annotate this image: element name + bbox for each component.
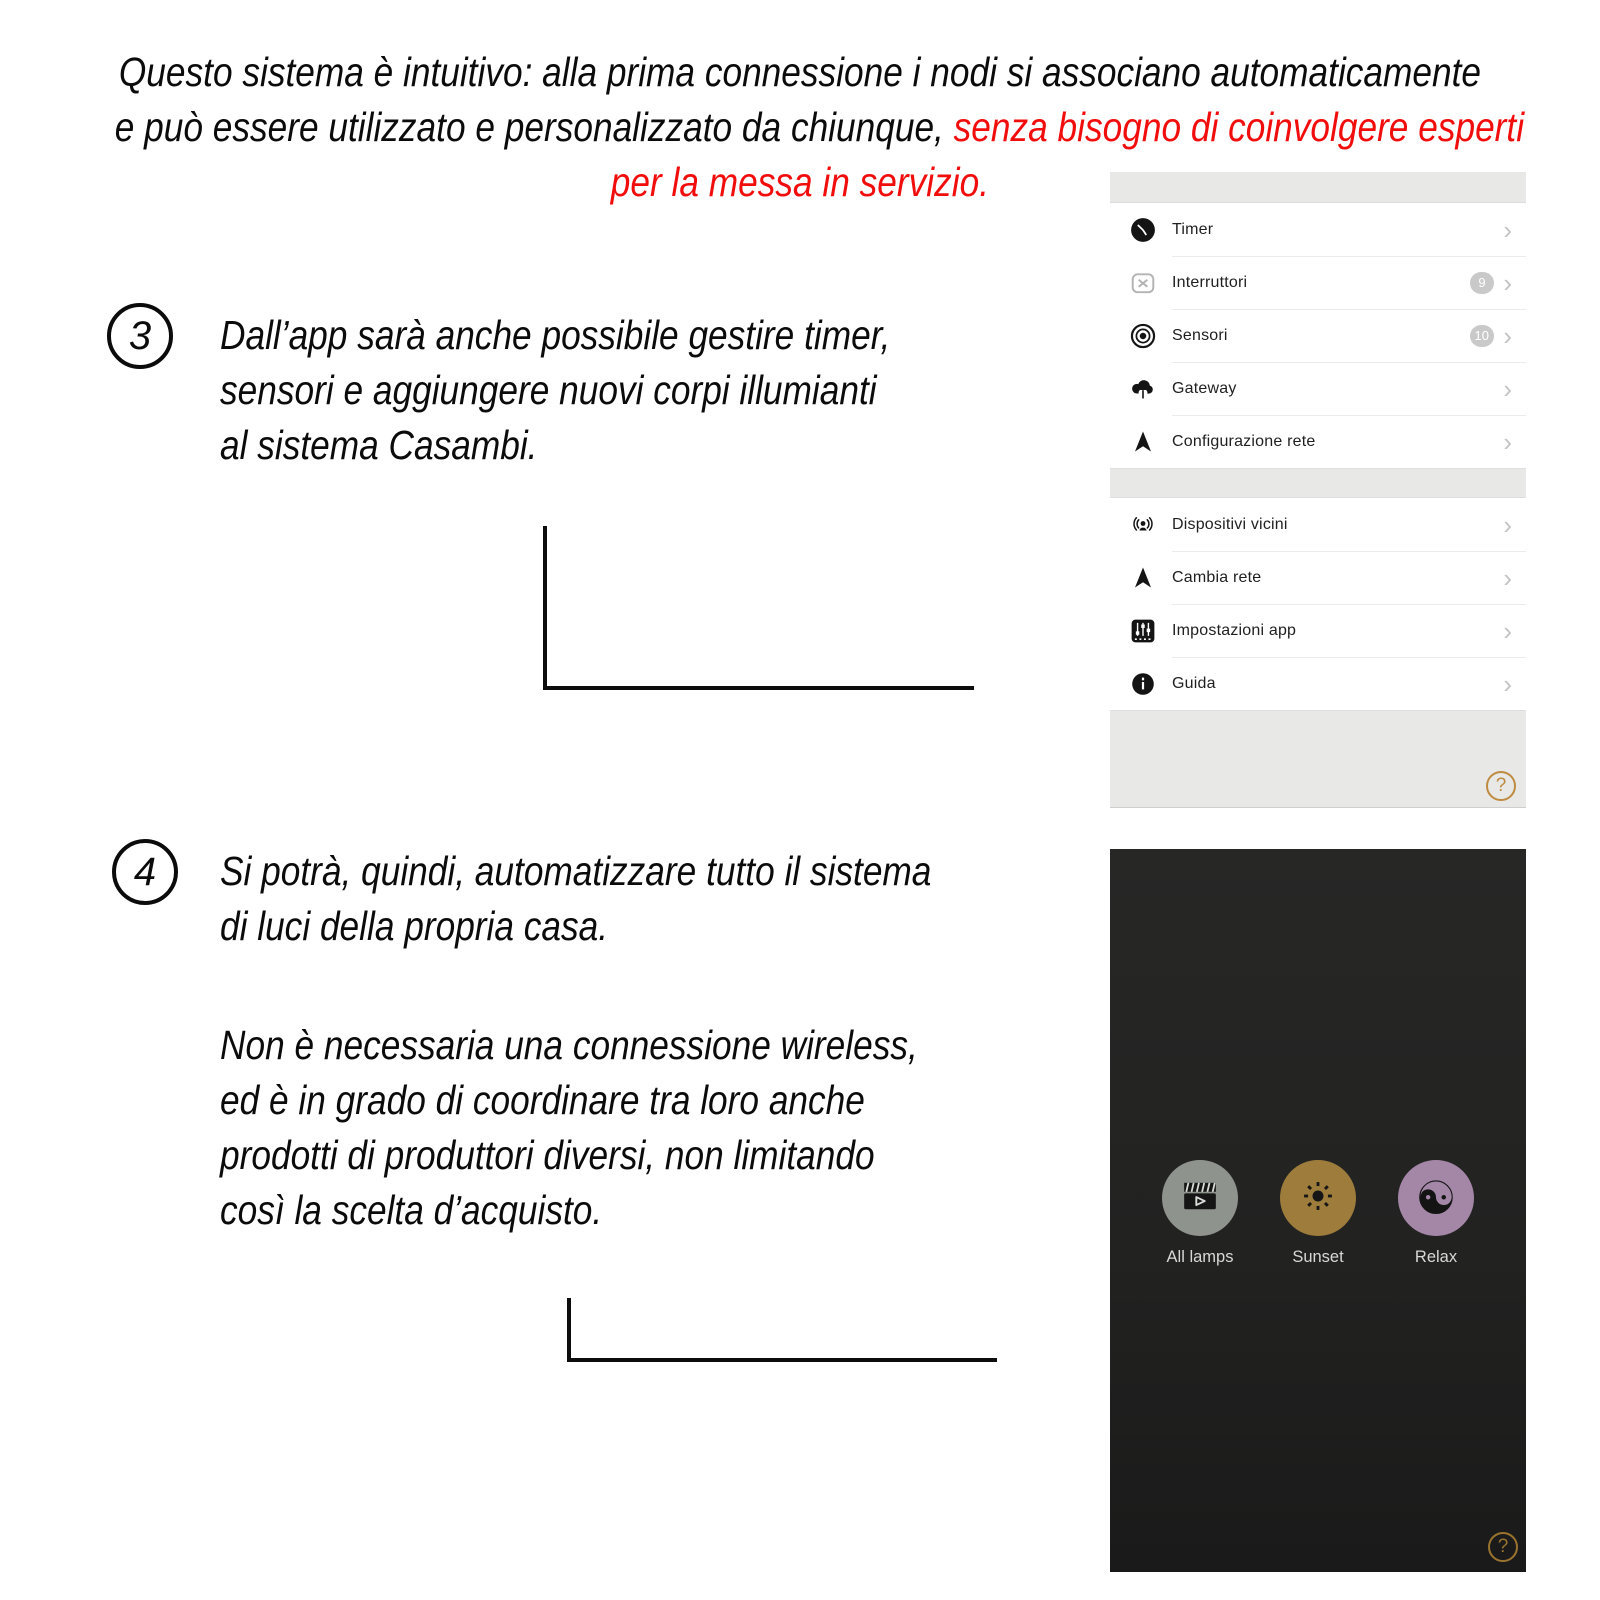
connector-line-4-vertical: [567, 1298, 571, 1362]
menu-footer: [1110, 710, 1526, 808]
menu-item-guida[interactable]: [1110, 657, 1526, 710]
switch-icon: [1130, 270, 1156, 296]
status-bar: [1110, 172, 1526, 203]
step-4-line: ed è in grado di coordinare tra loro anche: [220, 1077, 865, 1123]
step-3-number-badge: [107, 303, 173, 369]
step-4-line: Si potrà, quindi, automatizzare tutto il sistema: [220, 848, 932, 894]
yin-yang-icon: ☯: [1415, 1171, 1457, 1225]
step-4-paragraph-1: [220, 844, 1047, 954]
help-button[interactable]: [1486, 771, 1516, 801]
connector-line-3-horizontal: [543, 686, 974, 690]
step-3-line: al sistema Casambi.: [220, 422, 538, 468]
step-3-text: [220, 308, 999, 473]
sensor-icon: [1130, 323, 1156, 349]
nav-arrow-icon: [1130, 565, 1156, 591]
chevron-right-icon: ›: [1503, 214, 1512, 245]
intro-line-2-black: e può essere utilizzato e personalizzato da chiunque,: [114, 104, 954, 150]
menu-item-interruttori[interactable]: [1110, 256, 1526, 309]
info-icon: [1130, 671, 1156, 697]
menu-item-impostazioni-app[interactable]: [1110, 604, 1526, 657]
chevron-right-icon: ›: [1503, 509, 1512, 540]
step-4-number: 4: [133, 849, 157, 894]
step-4-line: di luci della propria casa.: [220, 903, 609, 949]
step-3-line: sensori e aggiungere nuovi corpi illumianti: [220, 367, 877, 413]
count-badge: 10: [1470, 325, 1494, 347]
chevron-right-icon: ›: [1503, 320, 1512, 351]
menu-item-cambia-rete[interactable]: [1110, 551, 1526, 604]
menu-item-label: Guida: [1172, 674, 1216, 692]
step-3-number: 3: [128, 313, 152, 358]
menu-item-label: Configurazione rete: [1172, 432, 1316, 450]
app-menu-screenshot: [1110, 172, 1526, 808]
menu-item-sensori[interactable]: [1110, 309, 1526, 362]
gateway-icon: [1130, 376, 1156, 402]
step-4-line: così la scelta d’acquisto.: [220, 1187, 603, 1233]
menu-item-label: Gateway: [1172, 379, 1237, 397]
step-4-line: prodotti di produttori diversi, non limitando: [220, 1132, 875, 1178]
step-4-number-badge: [112, 839, 178, 905]
scene-label: Relax: [1414, 1248, 1458, 1266]
nav-arrow-icon: [1130, 429, 1156, 455]
scene-circle-relax[interactable]: [1398, 1160, 1474, 1236]
intro-line-2-red: senza bisogno di coinvolgere esperti: [953, 104, 1525, 150]
question-mark-icon: ?: [1497, 1536, 1509, 1557]
menu-section-divider: [1110, 468, 1526, 498]
step-4-line: Non è necessaria una connessione wireless,: [220, 1022, 918, 1068]
scene-buttons-row: [1110, 1160, 1526, 1267]
intro-line-2: [0, 100, 1600, 155]
scene-label: All lamps: [1166, 1248, 1234, 1266]
menu-item-label: Sensori: [1172, 326, 1228, 344]
chevron-right-icon: ›: [1503, 373, 1512, 404]
app-settings-icon: [1130, 618, 1156, 644]
chevron-right-icon: ›: [1503, 267, 1512, 298]
chevron-right-icon: ›: [1503, 615, 1512, 646]
scene-relax[interactable]: [1391, 1160, 1481, 1267]
question-mark-icon: ?: [1495, 775, 1507, 796]
scene-label: Sunset: [1292, 1248, 1344, 1266]
count-badge: 9: [1470, 272, 1494, 294]
intro-line-3-red: per la messa in servizio.: [610, 159, 990, 205]
menu-item-dispositivi-vicini[interactable]: [1110, 498, 1526, 551]
scene-all-lamps[interactable]: [1155, 1160, 1245, 1267]
scene-circle-all-lamps[interactable]: [1162, 1160, 1238, 1236]
menu-item-label: Interruttori: [1172, 273, 1248, 291]
nearby-devices-icon: [1130, 512, 1156, 538]
step-3-line: Dall’app sarà anche possibile gestire timer,: [220, 312, 891, 358]
menu-item-gateway[interactable]: [1110, 362, 1526, 415]
chevron-right-icon: ›: [1503, 668, 1512, 699]
step-4-paragraph-2: [220, 1018, 1031, 1238]
help-button[interactable]: [1488, 1532, 1518, 1562]
chevron-right-icon: ›: [1503, 562, 1512, 593]
menu-item-label: Cambia rete: [1172, 568, 1262, 586]
intro-line-1: Questo sistema è intuitivo: alla prima connessione i nodi si associano automaticamente: [118, 49, 1482, 95]
chevron-right-icon: ›: [1503, 426, 1512, 457]
scene-sunset[interactable]: [1273, 1160, 1363, 1267]
menu-item-label: Dispositivi vicini: [1172, 515, 1288, 533]
scene-circle-sunset[interactable]: [1280, 1160, 1356, 1236]
connector-line-4-horizontal: [567, 1358, 997, 1362]
app-scenes-screenshot: [1110, 849, 1526, 1572]
sun-icon: [1299, 1177, 1337, 1220]
timer-icon: [1130, 217, 1156, 243]
menu-item-timer[interactable]: [1110, 203, 1526, 256]
clapperboard-icon: [1181, 1179, 1219, 1218]
menu-item-label: Timer: [1172, 220, 1214, 238]
menu-item-label: Impostazioni app: [1172, 621, 1297, 639]
menu-item-configurazione-rete[interactable]: [1110, 415, 1526, 468]
connector-line-3-vertical: [543, 526, 547, 690]
